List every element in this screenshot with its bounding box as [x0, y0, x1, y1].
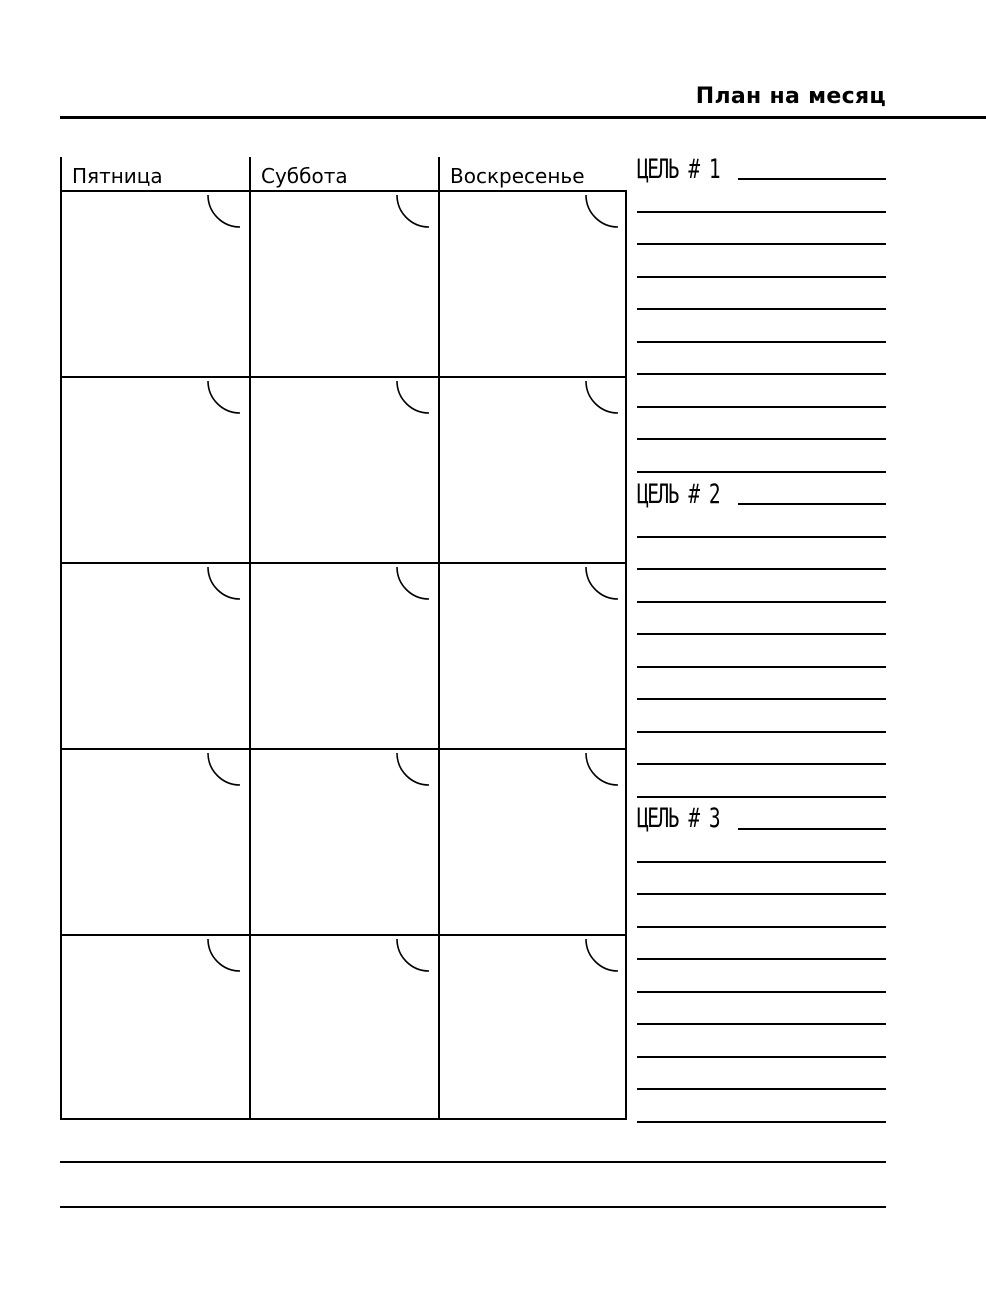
goal-writing-line[interactable]: [637, 1088, 886, 1090]
day-cell[interactable]: [249, 748, 438, 934]
goal-writing-line[interactable]: [637, 276, 886, 278]
day-cell[interactable]: [438, 562, 627, 748]
date-corner-marker: [204, 564, 244, 604]
day-cell[interactable]: [249, 934, 438, 1120]
day-cell[interactable]: [60, 376, 249, 562]
day-header-sunday: [438, 157, 627, 190]
day-cell[interactable]: [438, 934, 627, 1120]
goal-writing-line[interactable]: [637, 373, 886, 375]
day-cell[interactable]: [249, 376, 438, 562]
goal-writing-line[interactable]: [637, 666, 886, 668]
goal-writing-line[interactable]: [637, 211, 886, 213]
goal-writing-line[interactable]: [637, 438, 886, 440]
date-corner-marker: [393, 192, 433, 232]
day-cell[interactable]: [249, 190, 438, 376]
date-corner-marker: [582, 936, 622, 976]
goal-writing-line[interactable]: [637, 633, 886, 635]
goal-writing-line[interactable]: [637, 698, 886, 700]
day-cell[interactable]: [438, 190, 627, 376]
day-header-label: Суббота: [261, 164, 348, 188]
date-corner-marker: [582, 378, 622, 418]
day-cell[interactable]: [249, 562, 438, 748]
goal-writing-line[interactable]: [637, 536, 886, 538]
date-corner-marker: [204, 750, 244, 790]
day-header-label: Воскресенье: [450, 164, 585, 188]
date-corner-marker: [393, 378, 433, 418]
day-header-friday: [60, 157, 249, 190]
goal-title-line[interactable]: [738, 178, 886, 180]
goal-writing-line[interactable]: [637, 601, 886, 603]
day-cell[interactable]: [60, 190, 249, 376]
day-header-label: Пятница: [72, 164, 163, 188]
day-cell[interactable]: [438, 748, 627, 934]
goal-title-1: ЦЕЛЬ # 1: [637, 154, 720, 185]
goal-writing-line[interactable]: [637, 406, 886, 408]
goal-writing-line[interactable]: [637, 731, 886, 733]
date-corner-marker: [204, 936, 244, 976]
goal-writing-line[interactable]: [637, 1023, 886, 1025]
goal-title-line[interactable]: [738, 828, 886, 830]
day-cell[interactable]: [60, 934, 249, 1120]
day-header-saturday: [249, 157, 438, 190]
goal-writing-line[interactable]: [637, 308, 886, 310]
goal-writing-line[interactable]: [637, 893, 886, 895]
date-corner-marker: [393, 936, 433, 976]
goal-title-2: ЦЕЛЬ # 2: [637, 479, 720, 510]
notes-writing-line[interactable]: [60, 1206, 886, 1208]
day-cell[interactable]: [60, 562, 249, 748]
goal-title-3: ЦЕЛЬ # 3: [637, 803, 720, 834]
day-cell[interactable]: [60, 748, 249, 934]
goal-title-line[interactable]: [738, 503, 886, 505]
goal-writing-line[interactable]: [637, 1121, 886, 1123]
date-corner-marker: [393, 564, 433, 604]
goal-writing-line[interactable]: [637, 958, 886, 960]
weekly-calendar-grid: [60, 157, 627, 1120]
date-corner-marker: [393, 750, 433, 790]
goal-writing-line[interactable]: [637, 471, 886, 473]
goal-writing-line[interactable]: [637, 568, 886, 570]
goal-writing-line[interactable]: [637, 861, 886, 863]
page-title: План на месяц: [695, 84, 886, 109]
goal-writing-line[interactable]: [637, 1056, 886, 1058]
goal-writing-line[interactable]: [637, 243, 886, 245]
goal-writing-line[interactable]: [637, 341, 886, 343]
title-divider: [60, 116, 986, 119]
date-corner-marker: [582, 192, 622, 232]
notes-writing-line[interactable]: [60, 1161, 886, 1163]
goal-writing-line[interactable]: [637, 796, 886, 798]
date-corner-marker: [582, 564, 622, 604]
goal-writing-line[interactable]: [637, 991, 886, 993]
day-cell[interactable]: [438, 376, 627, 562]
date-corner-marker: [582, 750, 622, 790]
goal-writing-line[interactable]: [637, 763, 886, 765]
goal-writing-line[interactable]: [637, 926, 886, 928]
date-corner-marker: [204, 378, 244, 418]
date-corner-marker: [204, 192, 244, 232]
